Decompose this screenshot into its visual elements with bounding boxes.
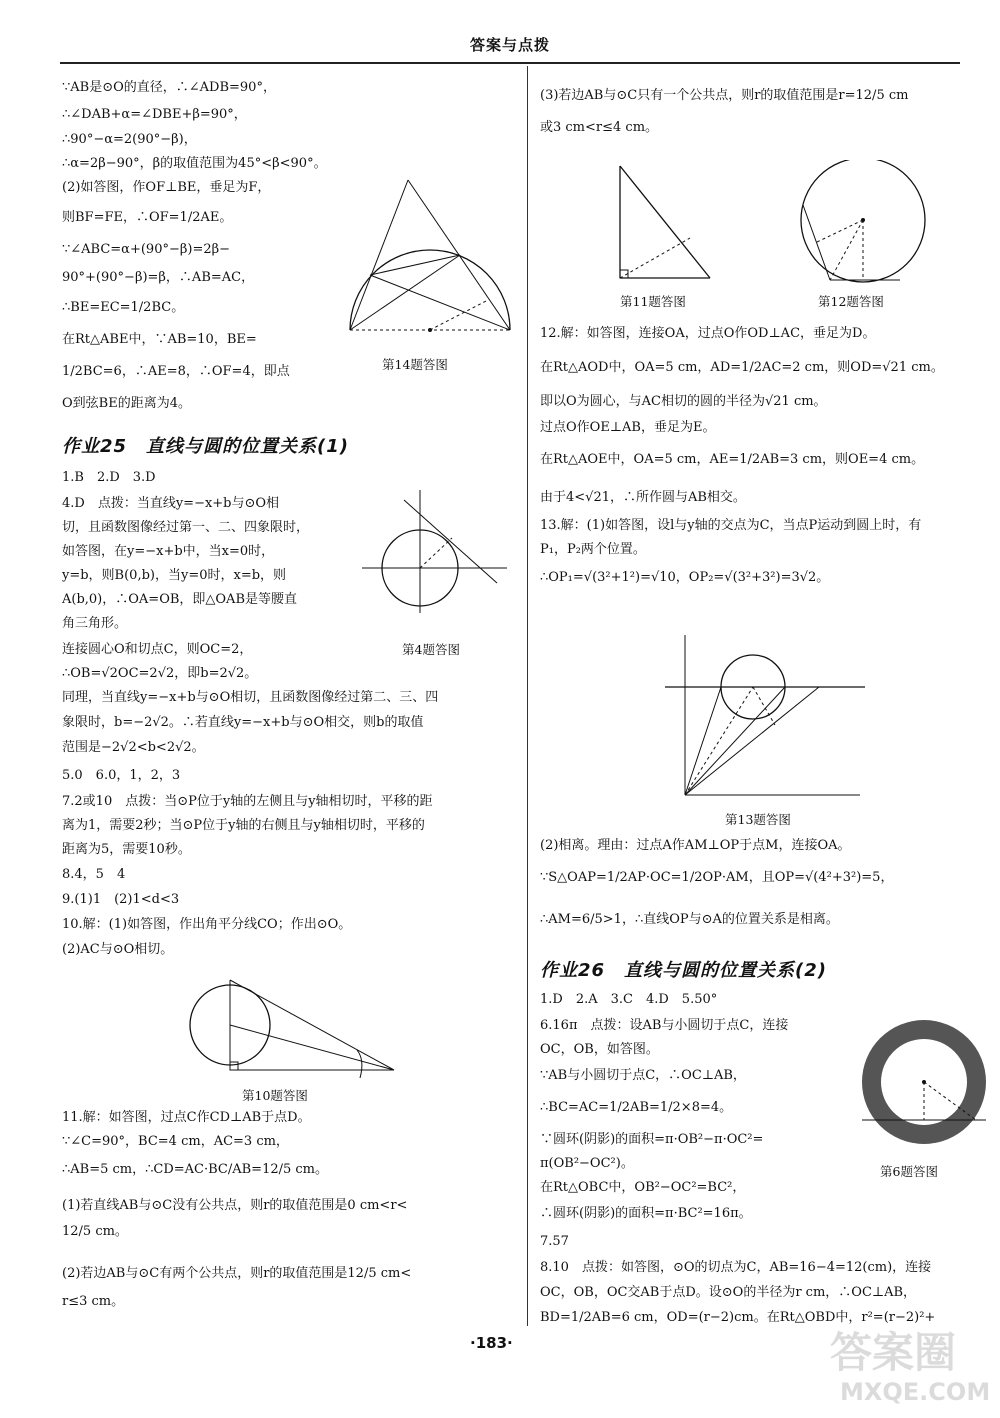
text-line: ∵AB是⊙O的直径，∴∠ADB=90°， [62,80,276,95]
figure-12 [785,160,935,290]
text-line: OC，OB，OC交AB于点D。设⊙O的半径为r cm，∴OC⊥AB， [540,1285,917,1300]
text-line: 9.(1)1 (2)1<d<3 [62,892,180,907]
text-line: 5.0 6.0，1，2，3 [62,768,181,783]
text-line: 12/5 cm。 [62,1224,128,1239]
text-line: 离为1，需要2秒；当⊙P位于y轴的右侧且与y轴相切时，平移的 [62,818,425,833]
watermark-url: MXQE.COM [840,1378,991,1406]
text-line: ∴AB=5 cm，∴CD=AC·BC/AB=12/5 cm。 [62,1162,329,1177]
text-line: 8.4，5 4 [62,867,126,882]
text-line: 7.57 [540,1234,569,1249]
text-line: 4.D 点拨：当直线y=−x+b与⊙O相 [62,496,280,511]
figure-4 [362,488,512,618]
figure-caption: 第13题答图 [725,812,791,827]
text-line: ∵圆环(阴影)的面积=π·OB²−π·OC²= [540,1132,764,1147]
text-line: ∴∠DAB+α=∠DBE+β=90°， [62,107,247,122]
page-number: ·183· [470,1334,513,1352]
figure-caption: 第10题答图 [242,1088,308,1103]
text-line: 在Rt△AOE中，OA=5 cm，AE=1/2AB=3 cm，则OE=4 cm。 [540,452,925,467]
text-line: (2)若边AB与⊙C有两个公共点，则r的取值范围是12/5 cm< [62,1266,412,1281]
figure-caption: 第4题答图 [402,642,460,657]
text-line: OC，OB，如答图。 [540,1042,659,1057]
text-line: (2)相离。理由：过点A作AM⊥OP于点M，连接OA。 [540,838,851,853]
text-line: (2)如答图，作OF⊥BE，垂足为F， [62,180,271,195]
text-line: ∵∠C=90°，BC=4 cm，AC=3 cm， [62,1134,289,1149]
figure-caption: 第11题答图 [620,294,686,309]
text-line: π(OB²−OC²)。 [540,1156,634,1171]
text-line: (2)AC与⊙O相切。 [62,942,174,957]
figure-caption: 第6题答图 [880,1164,938,1179]
text-line: ∵AB与小圆切于点C，∴OC⊥AB， [540,1068,746,1083]
text-line: 同理，当直线y=−x+b与⊙O相切，且函数图像经过第二、三、四 [62,690,439,705]
text-line: ∴BC=AC=1/2AB=1/2×8=4。 [540,1100,733,1115]
text-line: 1.D 2.A 3.C 4.D 5.50° [540,992,718,1007]
page-header [60,22,960,64]
text-line: ∵S△OAP=1/2AP·OC=1/2OP·AM，且OP=√(4²+3²)=5， [540,870,894,885]
text-line: 距离为5，需要10秒。 [62,842,191,857]
text-line: 在Rt△AOD中，OA=5 cm，AD=1/2AC=2 cm，则OD=√21 cm。 [540,360,944,375]
text-line: BD=1/2AB=6 cm，OD=(r−2)cm。在Rt△OBD中，r²=(r−2)²+ [540,1310,936,1325]
column-divider [527,66,528,1326]
text-line: ∴BE=EC=1/2BC。 [62,300,185,315]
text-line: (1)若直线AB与⊙C没有公共点，则r的取值范围是0 cm<r< [62,1198,408,1213]
text-line: ∴OP₁=√(3²+1²)=√10，OP₂=√(3²+3²)=3√2。 [540,570,830,585]
text-line: (3)若边AB与⊙C只有一个公共点，则r的取值范围是r=12/5 cm [540,88,909,103]
text-line: 7.2或10 点拨：当⊙P位于y轴的左侧且与y轴相切时，平移的距 [62,794,433,809]
text-line: ∴AM=6/5>1，∴直线OP与⊙A的位置关系是相离。 [540,912,839,927]
text-line: 连接圆心O和切点C，则OC=2， [62,642,253,657]
text-line: ∴α=2β−90°，β的取值范围为45°<β<90°。 [62,156,327,171]
text-line: 12.解：如答图，连接OA，过点O作OD⊥AC，垂足为D。 [540,326,876,341]
text-line: O到弦BE的距离为4。 [62,396,191,411]
text-line: r≤3 cm。 [62,1294,125,1309]
figure-6 [858,1020,993,1152]
text-line: A(b,0)，∴OA=OB，即△OAB是等腰直 [62,592,298,607]
text-line: 切，且函数图像经过第一、二、四象限时， [62,520,310,535]
text-line: 6.16π 点拨：设AB与小圆切于点C，连接 [540,1018,789,1033]
text-line: 10.解：(1)如答图，作出角平分线CO；作出⊙O。 [62,917,352,932]
figure-caption: 第12题答图 [818,294,884,309]
text-line: ∵∠ABC=α+(90°−β)=2β− [62,242,231,257]
text-line: ∴90°−α=2(90°−β)， [62,132,197,147]
figure-10 [182,970,412,1080]
figure-14 [340,175,520,345]
watermark-logo [820,1320,990,1415]
figure-13 [665,630,890,800]
text-line: 11.解：如答图，过点C作CD⊥AB于点D。 [62,1110,311,1125]
text-line: 过点O作OE⊥AB，垂足为E。 [540,420,716,435]
text-line: 13.解：(1)如答图，设l与y轴的交点为C，当点P运动到圆上时，有 [540,518,922,533]
text-line: 8.10 点拨：如答图，⊙O的切点为C，AB=16−4=12(cm)，连接 [540,1260,932,1275]
section-title-25: 作业25 直线与圆的位置关系(1) [62,436,350,457]
header-title: 答案与点拨 [469,36,550,54]
text-line: 1.B 2.D 3.D [62,470,156,485]
text-line: 1/2BC=6，∴AE=8，∴OF=4，即点 [62,364,290,379]
section-title-26: 作业26 直线与圆的位置关系(2) [540,960,828,981]
text-line: 在Rt△ABE中，∵AB=10，BE= [62,332,257,347]
text-line: 象限时，b=−2√2。∴若直线y=−x+b与⊙O相交，则b的取值 [62,715,424,730]
text-line: 范围是−2√2<b<2√2。 [62,740,205,755]
text-line: 由于4<√21，∴所作圆与AB相交。 [540,490,746,505]
text-line: 角三角形。 [62,616,128,631]
text-line: 即以O为圆心，与AC相切的圆的半径为√21 cm。 [540,394,827,409]
text-line: 如答图，在y=−x+b中，当x=0时， [62,544,275,559]
text-line: 90°+(90°−β)=β，∴AB=AC， [62,270,255,285]
text-line: ∴圆环(阴影)的面积=π·BC²=16π。 [540,1206,752,1221]
text-line: 或3 cm<r≤4 cm。 [540,120,659,135]
figure-caption: 第14题答图 [382,357,448,372]
text-line: y=b，则B(0,b)，当y=0时，x=b，则 [62,568,287,583]
figure-11 [610,158,730,288]
text-line: ∴OB=√2OC=2√2，即b=2√2。 [62,666,258,681]
text-line: 在Rt△OBC中，OB²−OC²=BC²， [540,1180,746,1195]
text-line: P₁，P₂两个位置。 [540,542,646,557]
text-line: 则BF=FE，∴OF=1/2AE。 [62,210,233,225]
watermark-text: 答案圈 [830,1328,957,1377]
